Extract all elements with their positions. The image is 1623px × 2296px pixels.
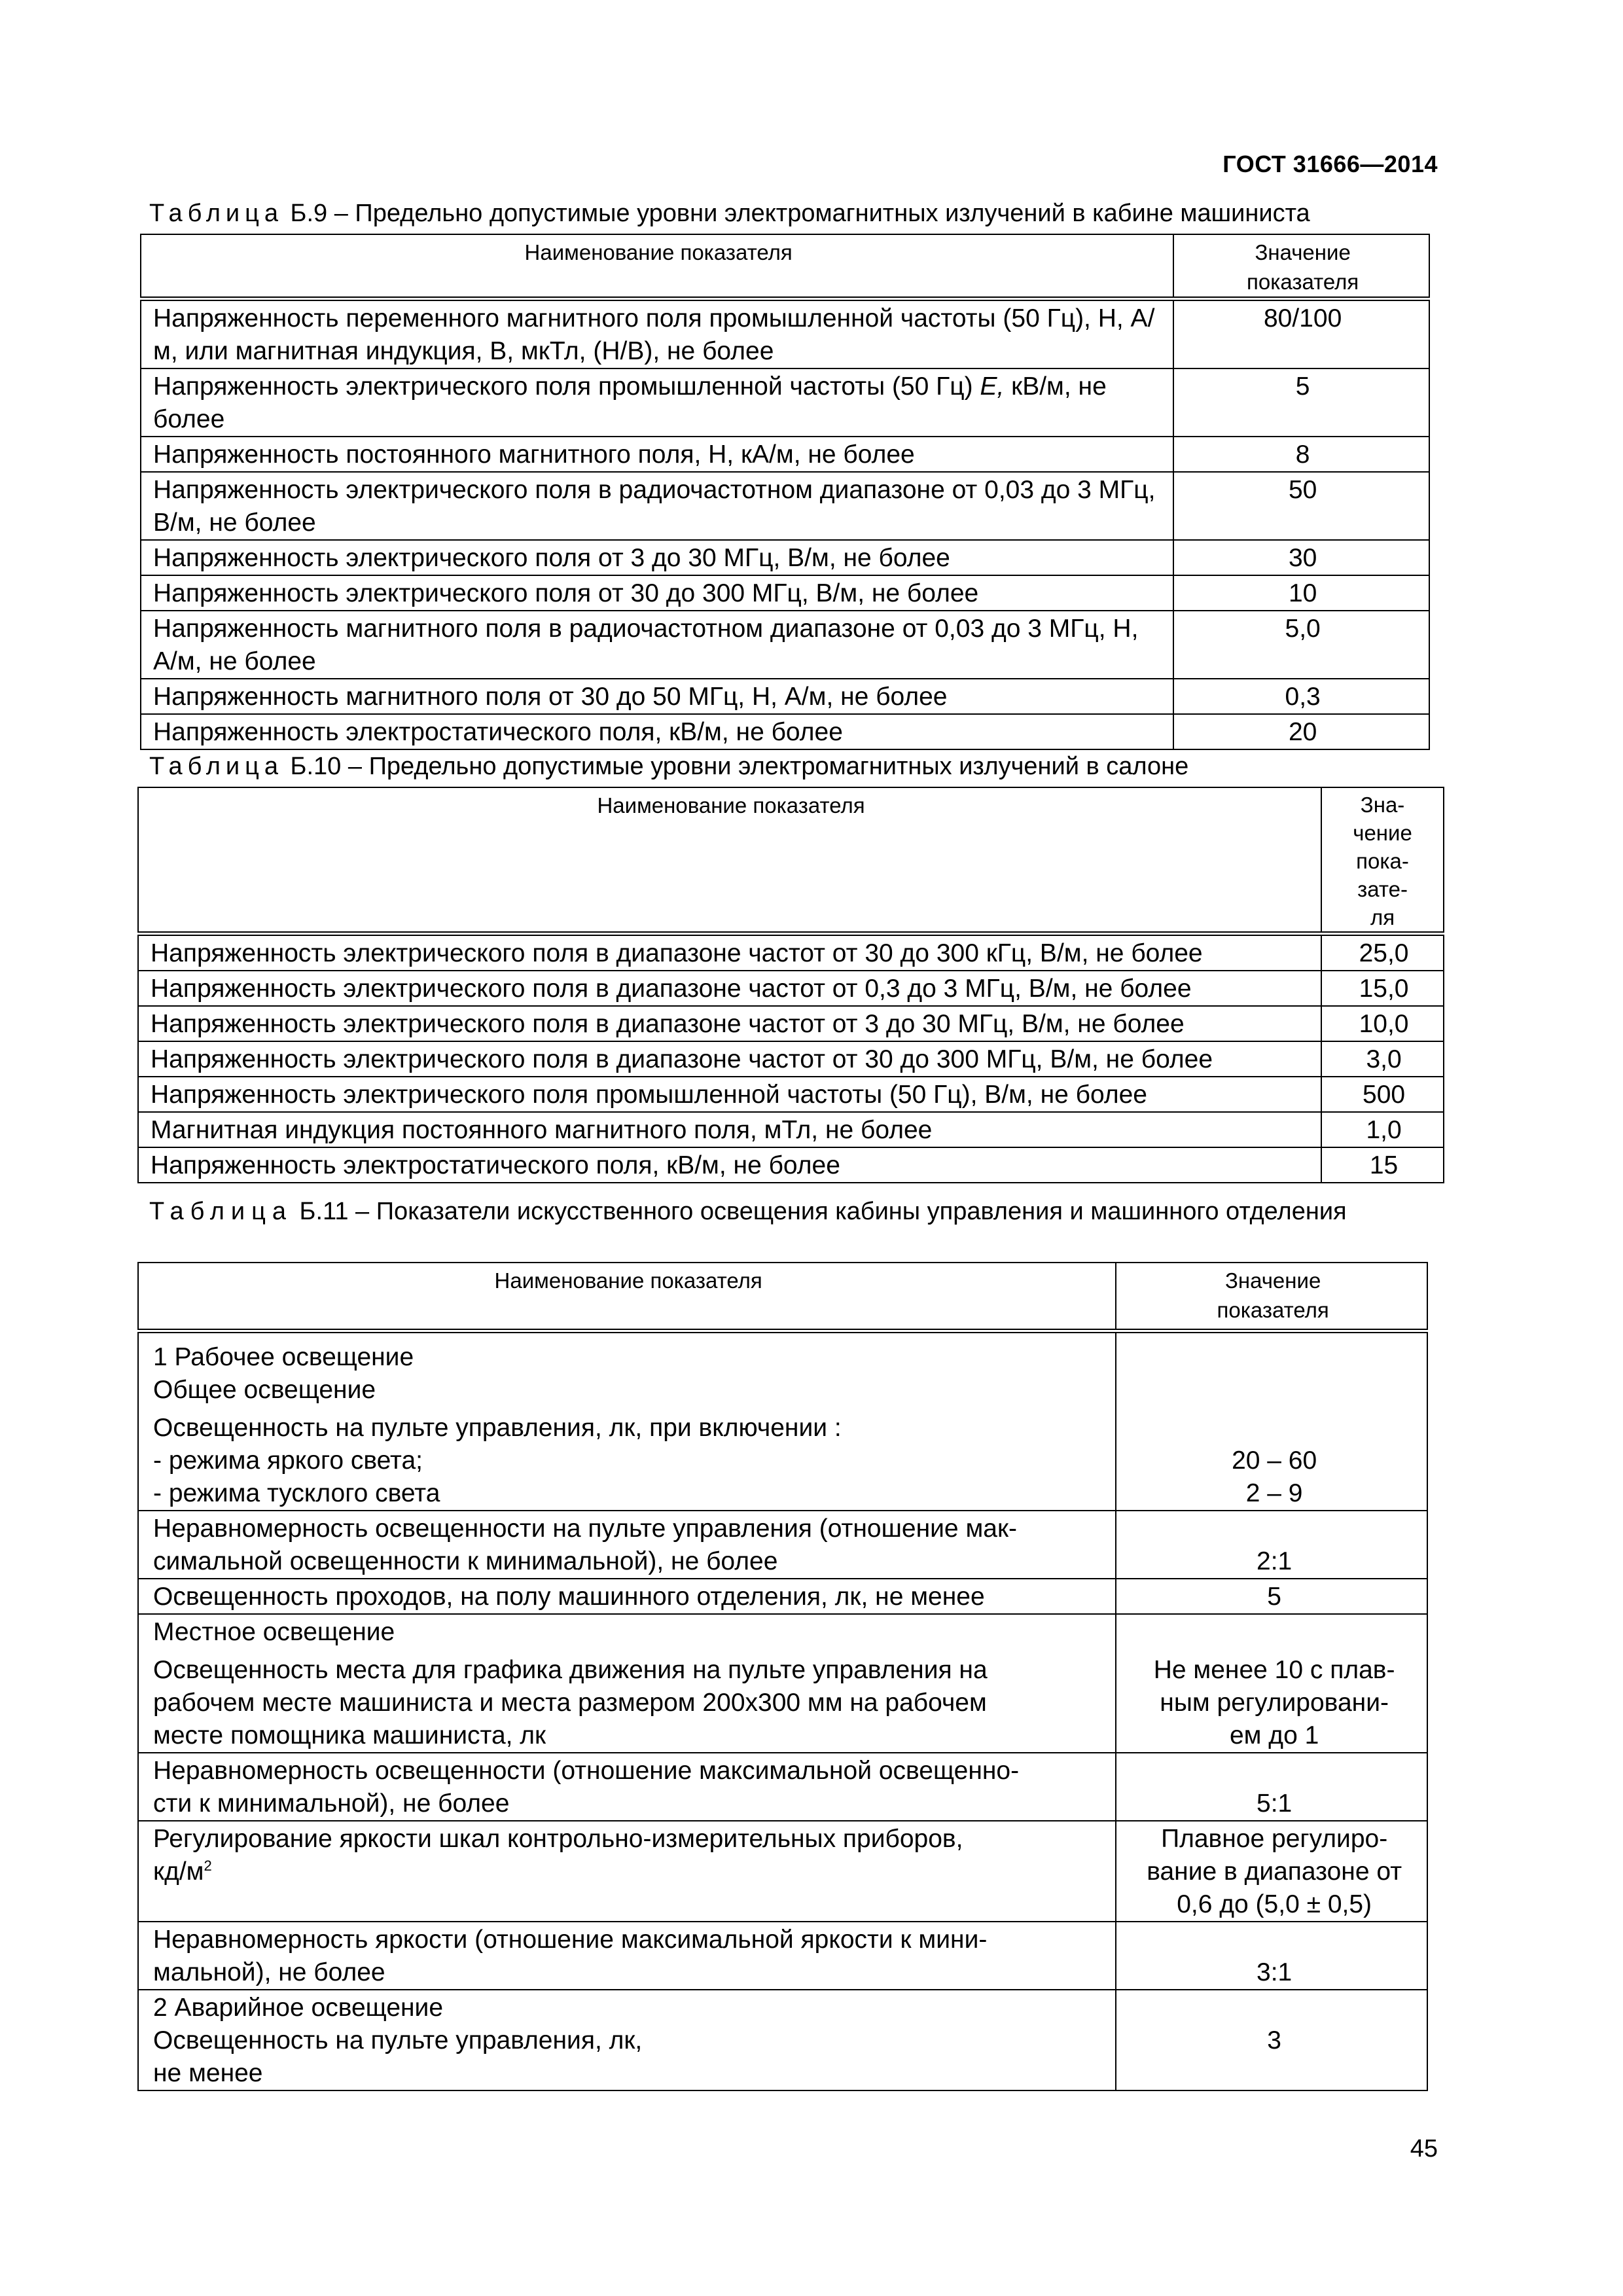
row-name-line: Освещенность на пульте управления, лк, [153,2026,643,2054]
row-value: 15,0 [1321,971,1444,1006]
row-value: 3,0 [1321,1041,1444,1077]
table-row [141,540,1429,575]
column-header-value-line: показателя [1247,270,1359,294]
row-name: Напряженность электрического поля в диапазоне частот от 30 до 300 кГц, В/м, не более [138,934,1321,971]
row-name-line: не менее [153,2059,263,2087]
page-number: 45 [1410,2135,1438,2162]
row-value [1116,1331,1427,1511]
row-name: Напряженность постоянного магнитного поля, Н, кА/м, не более [141,437,1173,472]
row-value: 3 [1116,1990,1427,2090]
row-name-line: рабочем месте машиниста и места размером 200х300 мм на рабочем [153,1689,987,1717]
row-name-line: симальной освещенности к минимальной), не более [153,1547,778,1575]
row-name [138,1511,1116,1579]
table-row [141,611,1429,679]
table-b9-caption [149,200,1438,227]
table-b10 [137,787,1444,1183]
row-name-line: - режима тусклого света [153,1479,440,1507]
row-name: Напряженность электростатического поля, кВ/м, не более [141,714,1173,749]
table-header-row [138,1263,1427,1331]
table-word: Таблица [149,200,283,227]
row-name-part: Напряженность электрического поля промышленной частоты (50 Гц) [153,372,980,401]
column-header-value-line: зате- [1357,877,1408,901]
table-b9-title: Б.9 – Предельно допустимые уровни электромагнитных излучений в кабине машиниста [283,200,1310,227]
row-name: Напряженность электрического поля от 30 до 300 МГц, В/м, не более [141,575,1173,611]
table-row [141,437,1429,472]
row-name [138,1922,1116,1990]
column-header-value-line: ля [1370,905,1395,929]
table-b11-title: Б.11 – Показатели искусственного освещения кабины управления и машинного отделения [293,1198,1347,1225]
table-header-row [141,234,1429,299]
row-name [138,1990,1116,2090]
column-header-value-line: показателя [1217,1298,1329,1322]
row-value: 0,3 [1173,679,1429,714]
table-row [138,1579,1427,1614]
table-b9 [140,234,1430,750]
row-name-line: 2 Аварийное освещение [153,1994,444,2022]
column-header-value [1321,787,1444,934]
row-name: Напряженность электрического поля от 3 до 30 МГц, В/м, не более [141,540,1173,575]
row-name: Магнитная индукция постоянного магнитного поля, мТл, не более [138,1112,1321,1147]
table-b10-caption [149,753,1438,780]
column-header-value [1116,1263,1427,1331]
column-header-value-line: пока- [1356,849,1409,873]
row-name-line [153,1856,1106,1888]
row-name: Напряженность магнитного поля в радиочастотном диапазоне от 0,03 до 3 МГц, Н, А/м, не более [141,611,1173,679]
table-row [141,472,1429,540]
row-name: Напряженность электрического поля в диапазоне частот от 30 до 300 МГц, В/м, не более [138,1041,1321,1077]
row-name-part: кВ/м, не более [153,372,1107,433]
column-header-name: Наименование показателя [138,1263,1116,1331]
row-value: 10 [1173,575,1429,611]
table-row [138,1147,1444,1183]
row-value: 1,0 [1321,1112,1444,1147]
row-name [138,1821,1116,1922]
table-row [138,1614,1427,1753]
row-name [141,368,1173,437]
table-word: Таблица [149,753,283,780]
row-name: Напряженность электрического поля в радиочастотном диапазоне от 0,03 до 3 МГц, В/м, не более [141,472,1173,540]
row-value-line: Не менее 10 с плав- [1153,1656,1395,1684]
unit-text: кд/м [153,1857,204,1886]
table-row [138,1821,1427,1922]
row-value: 30 [1173,540,1429,575]
table-row [138,1990,1427,2090]
row-name: Напряженность магнитного поля от 30 до 50 МГц, Н, А/м, не более [141,679,1173,714]
row-name: Напряженность электрического поля в диапазоне частот от 3 до 30 МГц, В/м, не более [138,1006,1321,1041]
table-row [141,679,1429,714]
row-name: Напряженность переменного магнитного поля промышленной частоты (50 Гц), Н, А/м, или магнитная индукция, В, мкТл, (Н/В), не более [141,299,1173,369]
row-name-line: Местное освещение [153,1618,395,1646]
row-value: 500 [1321,1077,1444,1112]
row-value [1116,1614,1427,1753]
row-value: 5:1 [1116,1753,1427,1821]
table-row [141,714,1429,749]
table-row [141,299,1429,369]
row-name-line: Регулирование яркости шкал контрольно-измерительных приборов, [153,1825,963,1853]
table-row [141,368,1429,437]
row-name-symbol: Е, [980,372,1005,401]
table-row [138,1922,1427,1990]
row-value: 2:1 [1116,1511,1427,1579]
row-name-line: Общее освещение [153,1376,376,1404]
row-name-line: Неравномерность освещенности на пульте управления (отношение мак- [153,1515,1018,1543]
table-row [138,1077,1444,1112]
column-header-value-line: Значение [1224,1268,1321,1293]
row-value-line: ем до 1 [1229,1721,1319,1749]
table-row [138,1753,1427,1821]
column-header-value-line: Зна- [1360,793,1405,817]
row-name-line: Неравномерность яркости (отношение максимальной яркости к мини- [153,1926,988,1954]
table-b11-caption [149,1198,1438,1225]
row-value: 20 [1173,714,1429,749]
row-value-line: 2 – 9 [1245,1479,1303,1507]
document-header: ГОСТ 31666—2014 [1222,151,1438,177]
row-value: 10,0 [1321,1006,1444,1041]
column-header-value-line: чение [1353,821,1412,845]
row-value-line: вание в диапазоне от [1147,1857,1402,1886]
row-value-line: Плавное регулиро- [1161,1825,1388,1853]
row-name: Напряженность электростатического поля, кВ/м, не более [138,1147,1321,1183]
row-name [138,1331,1116,1511]
table-word: Таблица [149,1198,293,1225]
row-value: 3:1 [1116,1922,1427,1990]
table-row [138,1331,1427,1511]
table-header-row [138,787,1444,934]
row-name-line: сти к минимальной), не более [153,1789,510,1818]
row-value-line: 0,6 до (5,0 ± 0,5) [1177,1890,1372,1918]
row-name-line: Освещенность места для графика движения на пульте управления на [153,1656,988,1684]
row-name-line: месте помощника машиниста, лк [153,1721,546,1749]
row-name [138,1614,1116,1753]
row-name-line: Освещенность на пульте управления, лк, при включении : [153,1414,842,1442]
column-header-value [1173,234,1429,299]
row-name: Напряженность электрического поля в диапазоне частот от 0,3 до 3 МГц, В/м, не более [138,971,1321,1006]
row-name-line: Неравномерность освещенности (отношение максимальной освещенно- [153,1757,1020,1785]
column-header-name: Наименование показателя [138,787,1321,934]
row-value: 15 [1321,1147,1444,1183]
table-row [138,1006,1444,1041]
row-value [1116,1821,1427,1922]
table-row [138,1511,1427,1579]
row-value: 8 [1173,437,1429,472]
row-value: 5 [1173,368,1429,437]
table-row [138,934,1444,971]
table-row [141,575,1429,611]
row-value: 50 [1173,472,1429,540]
row-value-line: 20 – 60 [1232,1446,1317,1475]
row-value: 5,0 [1173,611,1429,679]
table-b11 [137,1262,1428,2091]
table-row [138,1041,1444,1077]
row-value: 5 [1116,1579,1427,1614]
row-name: Напряженность электрического поля промышленной частоты (50 Гц), В/м, не более [138,1077,1321,1112]
row-value: 25,0 [1321,934,1444,971]
table-row [138,971,1444,1006]
row-name: Освещенность проходов, на полу машинного отделения, лк, не менее [138,1579,1116,1614]
row-name-line: мальной), не более [153,1958,385,1986]
column-header-value-line: Значение [1255,240,1351,264]
row-name-line: - режима яркого света; [153,1446,423,1475]
row-name-line: 1 Рабочее освещение [153,1343,414,1371]
row-value-line: ным регулировани- [1160,1689,1389,1717]
column-header-name: Наименование показателя [141,234,1173,299]
table-b10-title: Б.10 – Предельно допустимые уровни электромагнитных излучений в салоне [283,753,1189,780]
table-row [138,1112,1444,1147]
row-name [138,1753,1116,1821]
unit-superscript: 2 [204,1857,212,1874]
row-value: 80/100 [1173,299,1429,369]
